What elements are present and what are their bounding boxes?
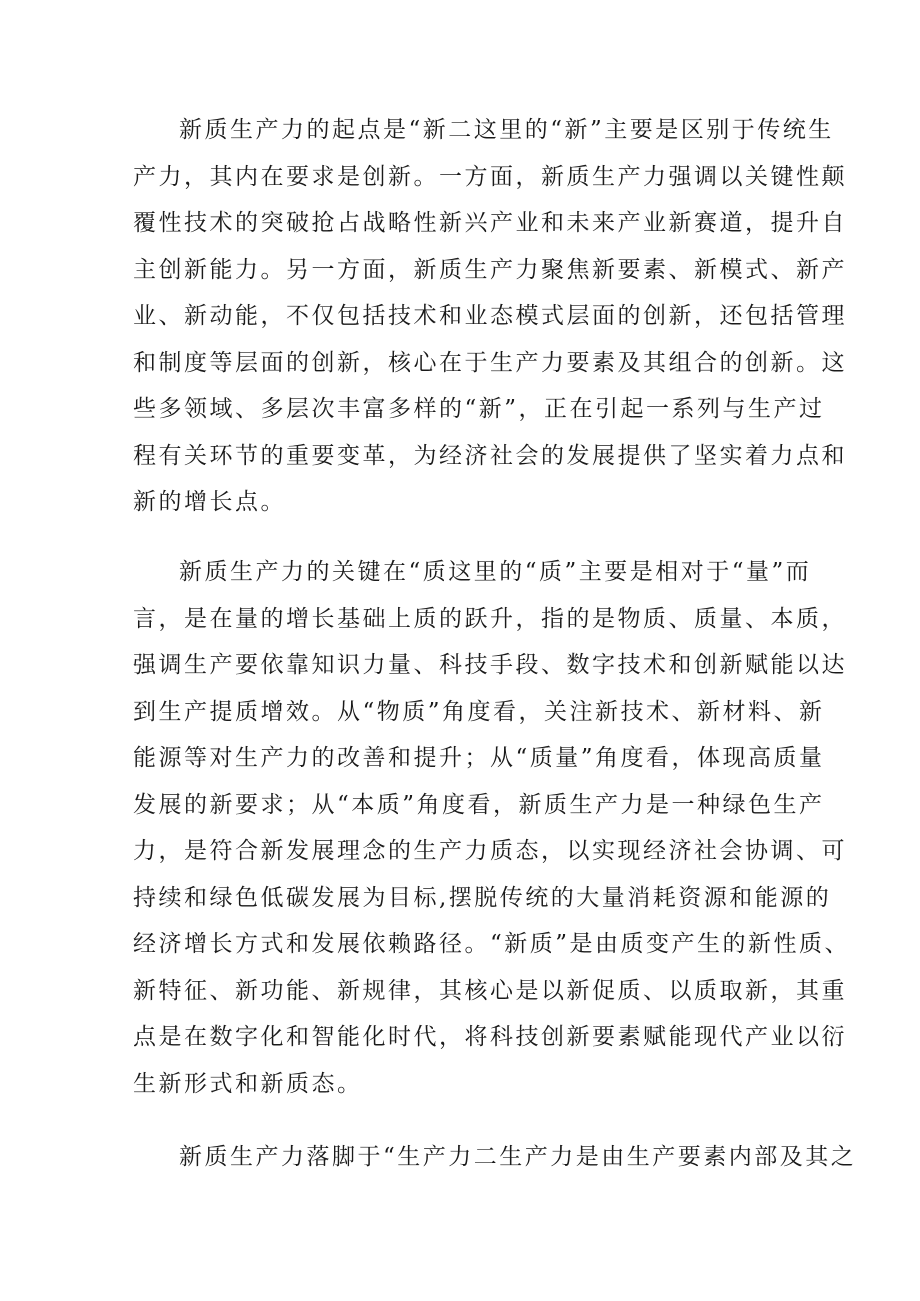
paragraph-line: 程有关环节的重要变革，为经济社会的发展提供了坚实着力点和 (133, 442, 847, 469)
paragraph-line: 主创新能力。另一方面，新质生产力聚焦新要素、新模式、新产 (133, 256, 847, 283)
paragraph-1 (133, 107, 847, 526)
paragraph-line: 言，是在量的增长基础上质的跃升，指的是物质、质量、本质， (133, 605, 847, 632)
paragraph-line: 覆性技术的突破抢占战略性新兴产业和未来产业新赛道，提升自 (133, 210, 847, 236)
paragraph-line: 和制度等层面的创新，核心在于生产力要素及其组合的创新。这 (133, 349, 847, 376)
paragraph-line: 强调生产要依靠知识力量、科技手段、数字技术和创新赋能以达 (133, 652, 847, 678)
paragraph-line: 些多领域、多层次丰富多样的“新”，正在引起一系列与生产过 (133, 396, 825, 422)
paragraph-line: 到生产提质增效。从“物质”角度看，关注新技术、新材料、新 (133, 698, 825, 725)
paragraph-line: 力，是符合新发展理念的生产力质态，以实现经济社会协调、可 (133, 838, 847, 864)
paragraph-line: 新质生产力落脚于“生产力二生产力是由生产要素内部及其之 (179, 1144, 857, 1170)
paragraph-line: 新质生产力的关键在“质这里的“质”主要是相对于“量”而 (179, 559, 812, 585)
paragraph-2 (133, 549, 851, 1107)
paragraph-line: 生新形式和新质态。 (133, 1070, 363, 1097)
paragraph-line: 产力，其内在要求是创新。一方面，新质生产力强调以关键性颠 (133, 163, 847, 190)
paragraph-line: 发展的新要求；从“本质”角度看，新质生产力是一种绿色生产 (133, 791, 825, 818)
paragraph-3 (133, 1134, 857, 1181)
paragraph-line: 点是在数字化和智能化时代，将科技创新要素赋能现代产业以衍 (133, 1024, 847, 1050)
paragraph-line: 新质生产力的起点是“新二这里的“新”主要是区别于传统生 (179, 117, 834, 143)
paragraph-line: 能源等对生产力的改善和提升；从“质量”角度看，体现高质量 (133, 745, 825, 771)
paragraph-line: 经济增长方式和发展依赖路径。“新质”是由质变产生的新性质、 (133, 931, 851, 957)
paragraph-line: 新特征、新功能、新规律，其核心是以新促质、以质取新，其重 (133, 977, 847, 1004)
paragraph-line: 业、新动能，不仅包括技术和业态模式层面的创新，还包括管理 (133, 303, 847, 329)
paragraph-line: 新的增长点。 (133, 489, 286, 515)
paragraph-line: 持续和绿色低碳发展为目标,摆脱传统的大量消耗资源和能源的 (133, 884, 832, 911)
